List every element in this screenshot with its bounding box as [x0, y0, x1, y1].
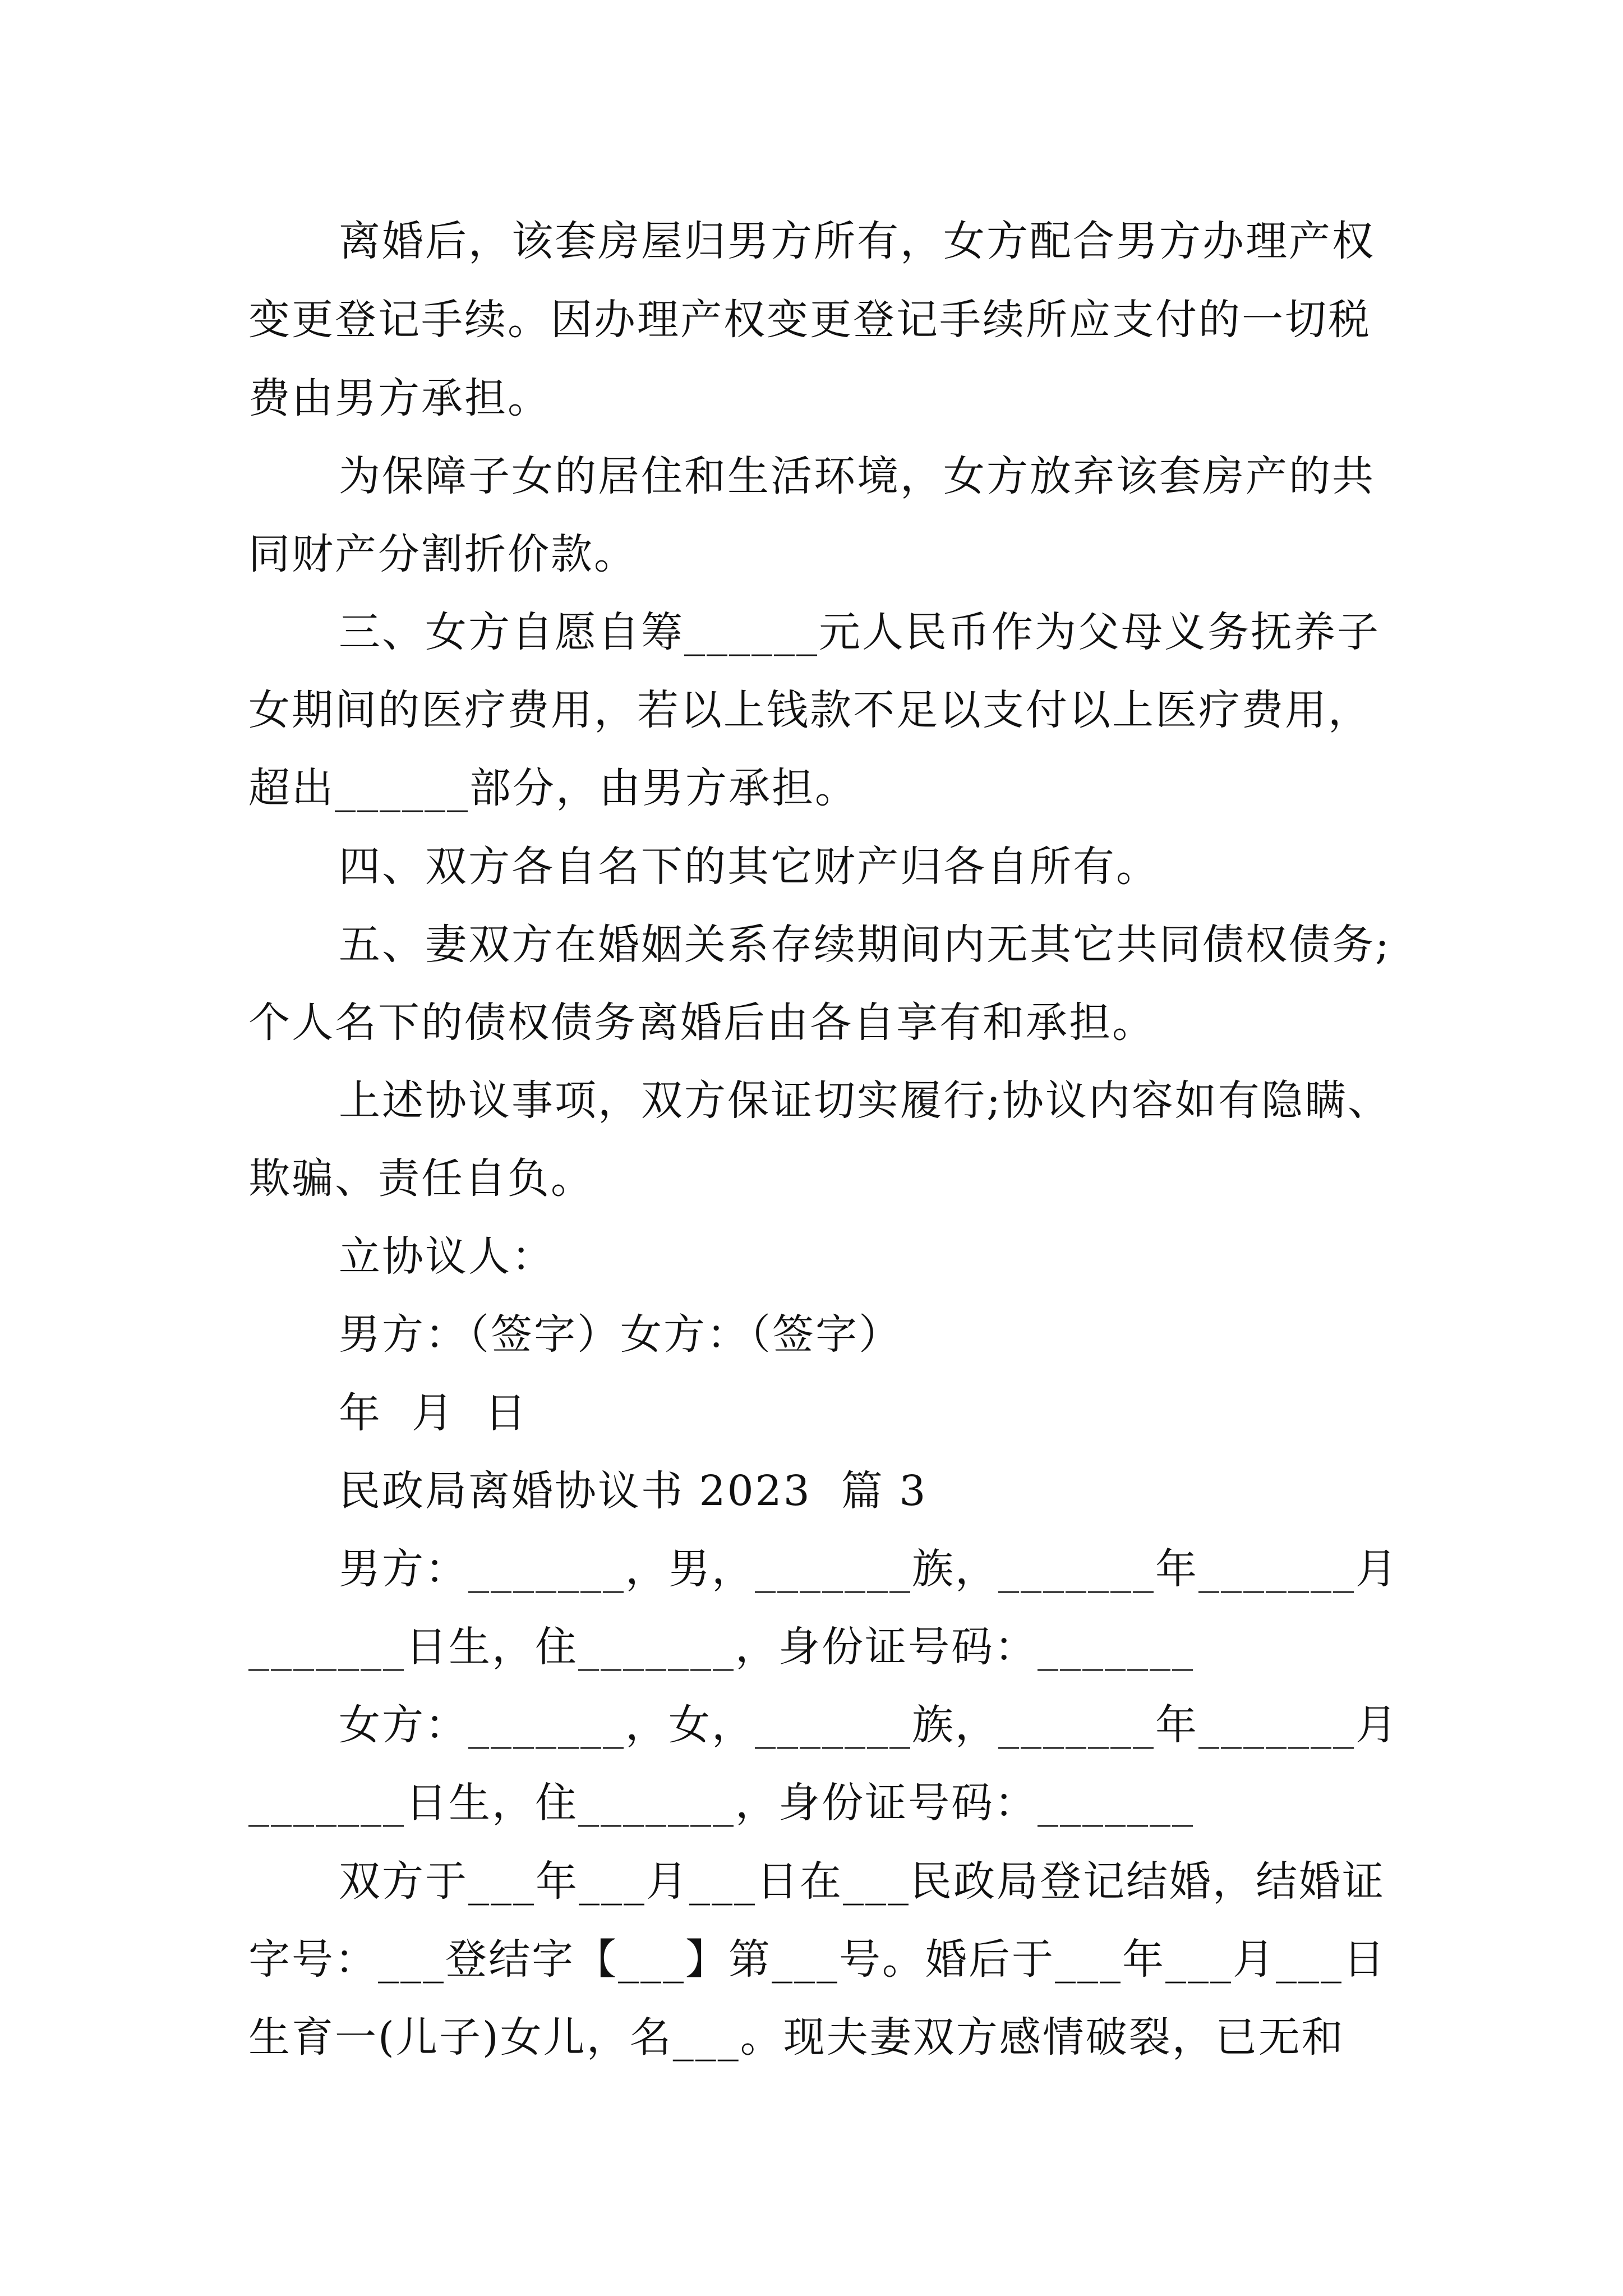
text-line: _______日生，住_______，身份证号码：_______: [248, 1779, 1195, 1827]
text-line: 上述协议事项，双方保证切实履行;协议内容如有隐瞒、: [339, 1076, 1391, 1125]
text-line: 同财产分割折价款。: [248, 530, 637, 578]
text-line: 离婚后，该套房屋归男方所有，女方配合男方办理产权: [339, 217, 1375, 265]
text-line: 生育一(儿子)女儿，名___。现夫妻双方感情破裂，已无和: [248, 2013, 1345, 2062]
text-line: 双方于___年___月___日在___民政局登记结婚，结婚证: [339, 1857, 1385, 1906]
text-line: _______日生，住_______，身份证号码：_______: [248, 1623, 1195, 1671]
text-line: 五、妻双方在婚姻关系存续期间内无其它共同债权债务;: [339, 921, 1391, 969]
text-line: 变更登记手续。因办理产权变更登记手续所应支付的一切税: [248, 296, 1371, 344]
text-line: 四、双方各自名下的其它财产归各自所有。: [339, 843, 1159, 891]
text-line: 女方：_______，女，_______族，_______年_______月: [339, 1701, 1399, 1749]
text-line: 为保障子女的居住和生活环境，女方放弃该套房产的共: [339, 452, 1375, 500]
text-line: 年 月 日: [339, 1389, 528, 1437]
text-line: 男方：_______，男，_______族，_______年_______月: [339, 1545, 1399, 1593]
text-line: 超出______部分，由男方承担。: [248, 764, 858, 812]
text-line: 三、女方自愿自筹______元人民币作为父母义务抚养子: [339, 608, 1380, 656]
text-line: 费由男方承担。: [248, 374, 551, 422]
text-line: 字号：___登结字【___】第___号。婚后于___年___月___日: [248, 1935, 1386, 1984]
text-line: 立协议人：: [339, 1232, 555, 1281]
text-line: 个人名下的债权债务离婚后由各自享有和承担。: [248, 999, 1155, 1047]
section-heading: 民政局离婚协议书 2023 篇 3: [339, 1467, 928, 1515]
text-line: 男方：（签字）女方：（签字）: [339, 1310, 902, 1359]
text-line: 女期间的医疗费用，若以上钱款不足以支付以上医疗费用，: [248, 686, 1371, 734]
text-line: 欺骗、责任自负。: [248, 1154, 594, 1203]
